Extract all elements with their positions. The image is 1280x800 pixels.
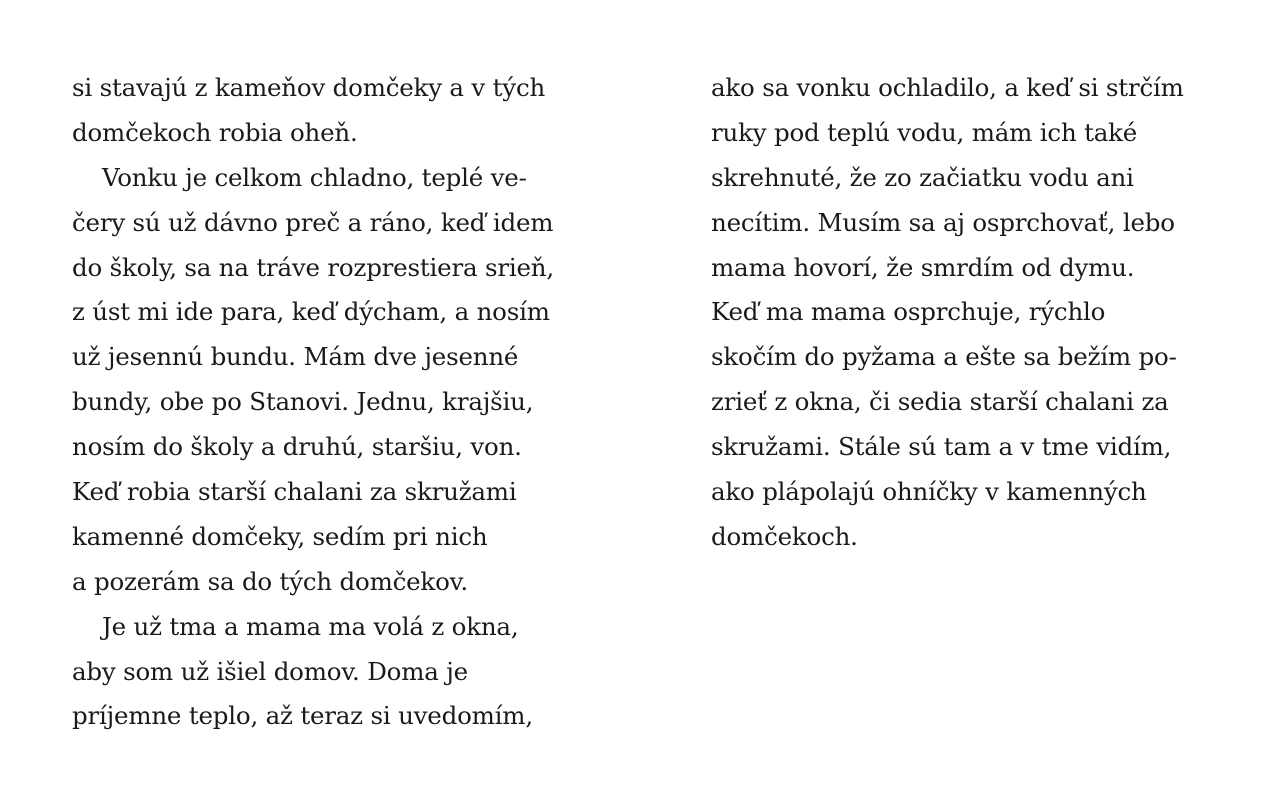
right-page-line-4: necítim. Musím sa aj osprchovať, lebo	[711, 207, 1175, 237]
right-page-line-2: ruky pod teplú vodu, mám ich také	[711, 117, 1138, 147]
right-page-line-8: zrieť z okna, či sedia starší chalani za	[711, 387, 1169, 417]
left-page-line-3: Vonku je celkom chladno, teplé ve-	[102, 162, 527, 192]
right-page-line-11: domčekoch.	[711, 521, 858, 551]
right-page-text	[711, 66, 1251, 560]
right-page-line-9: skružami. Stále sú tam a v tme vidím,	[711, 432, 1172, 462]
left-page-line-10: Keď robia starší chalani za skružami	[72, 477, 517, 507]
right-page-line-5: mama hovorí, že smrdím od dymu.	[711, 252, 1135, 282]
right-page-line-6: Keď ma mama osprchuje, rýchlo	[711, 297, 1106, 327]
left-page-line-14: aby som už išiel domov. Doma je	[72, 656, 468, 686]
left-page-line-15: príjemne teplo, až teraz si uvedomím,	[72, 701, 533, 731]
right-page-line-10: ako plápolajú ohníčky v kamenných	[711, 477, 1147, 507]
left-page-line-12: a pozerám sa do tých domčekov.	[72, 566, 468, 596]
left-page-line-6: z úst mi ide para, keď dýcham, a nosím	[72, 297, 550, 327]
left-page-line-5: do školy, sa na tráve rozprestiera srieň,	[72, 252, 554, 282]
left-page-line-13: Je už tma a mama ma volá z okna,	[102, 611, 519, 641]
left-page-line-9: nosím do školy a druhú, staršiu, von.	[72, 432, 522, 462]
right-page-line-7: skočím do pyžama a ešte sa bežím po-	[711, 342, 1177, 372]
left-page-line-7: už jesennú bundu. Mám dve jesenné	[72, 342, 519, 372]
left-page-text	[72, 66, 612, 739]
left-page-line-4: čery sú už dávno preč a ráno, keď idem	[72, 207, 554, 237]
left-page-line-8: bundy, obe po Stanovi. Jednu, krajšiu,	[72, 387, 534, 417]
right-page-line-3: skrehnuté, že zo začiatku vodu ani	[711, 162, 1134, 192]
left-page-line-1: si stavajú z kameňov domčeky a v tých	[72, 73, 546, 102]
left-page-line-11: kamenné domčeky, sedím pri nich	[72, 521, 488, 551]
left-page-line-2: domčekoch robia oheň.	[72, 117, 358, 147]
right-page-line-1: ako sa vonku ochladilo, a keď si strčím	[711, 73, 1184, 102]
